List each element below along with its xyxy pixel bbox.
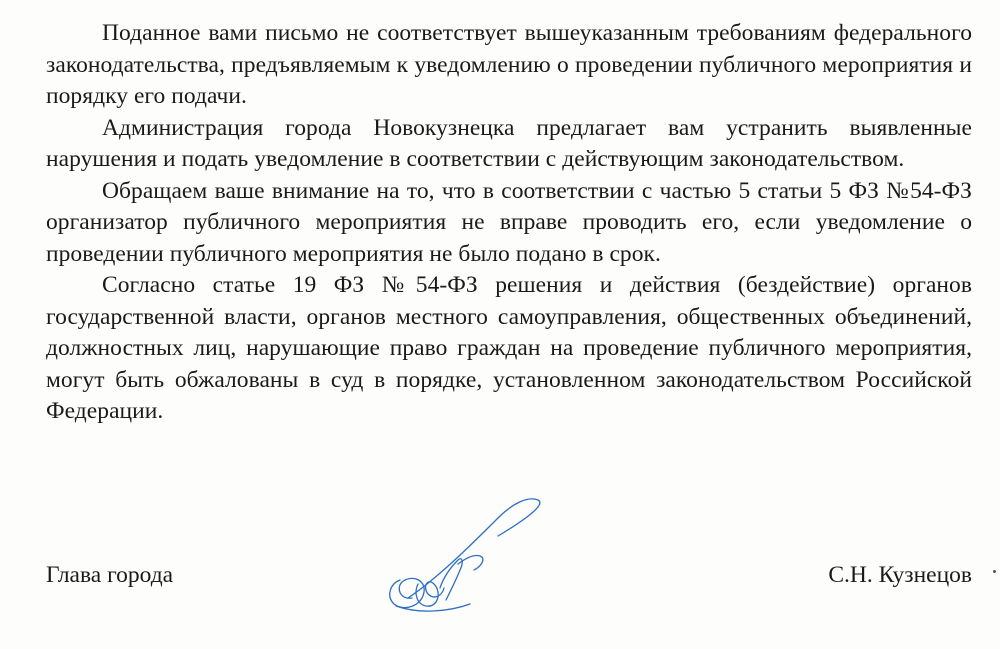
scan-speck: [993, 570, 996, 573]
paragraph-administration-proposal: Администрация города Новокузнецка предлагает вам устранить выявленные нарушения и подать уведомление в соответствии с действующим законодательством.: [46, 114, 972, 172]
paragraph-notice-noncompliance: Поданное вами письмо не соответствует вышеуказанным требованиям федерального законодательства, предъявляемым к уведомлению о проведении публичного мероприятия и порядку его подачи.: [46, 20, 972, 109]
paragraph-law-article-5: Обращаем ваше внимание на то, что в соответствии с частью 5 статьи 5 ФЗ №54-ФЗ организатор публичного мероприятия не вправе проводить его, если уведомление о проведении публичного мероприятия не было подано в срок.: [46, 177, 972, 267]
signature-block: [46, 560, 972, 600]
signatory-name: С.Н. Кузнецов: [828, 562, 972, 588]
signatory-title: Глава города: [46, 562, 174, 588]
paragraph-law-article-19: Согласно статье 19 ФЗ №54-ФЗ решения и действия (бездействие) органов государственной власти, органов местного самоуправления, общественных объединений, должностных лиц, нарушающие право граждан на проведение публичного мероприятия, могут быть обжалованы в суд в порядке, установленном законодательством Российской Федерации.: [46, 272, 972, 424]
letter-body: [46, 18, 972, 428]
